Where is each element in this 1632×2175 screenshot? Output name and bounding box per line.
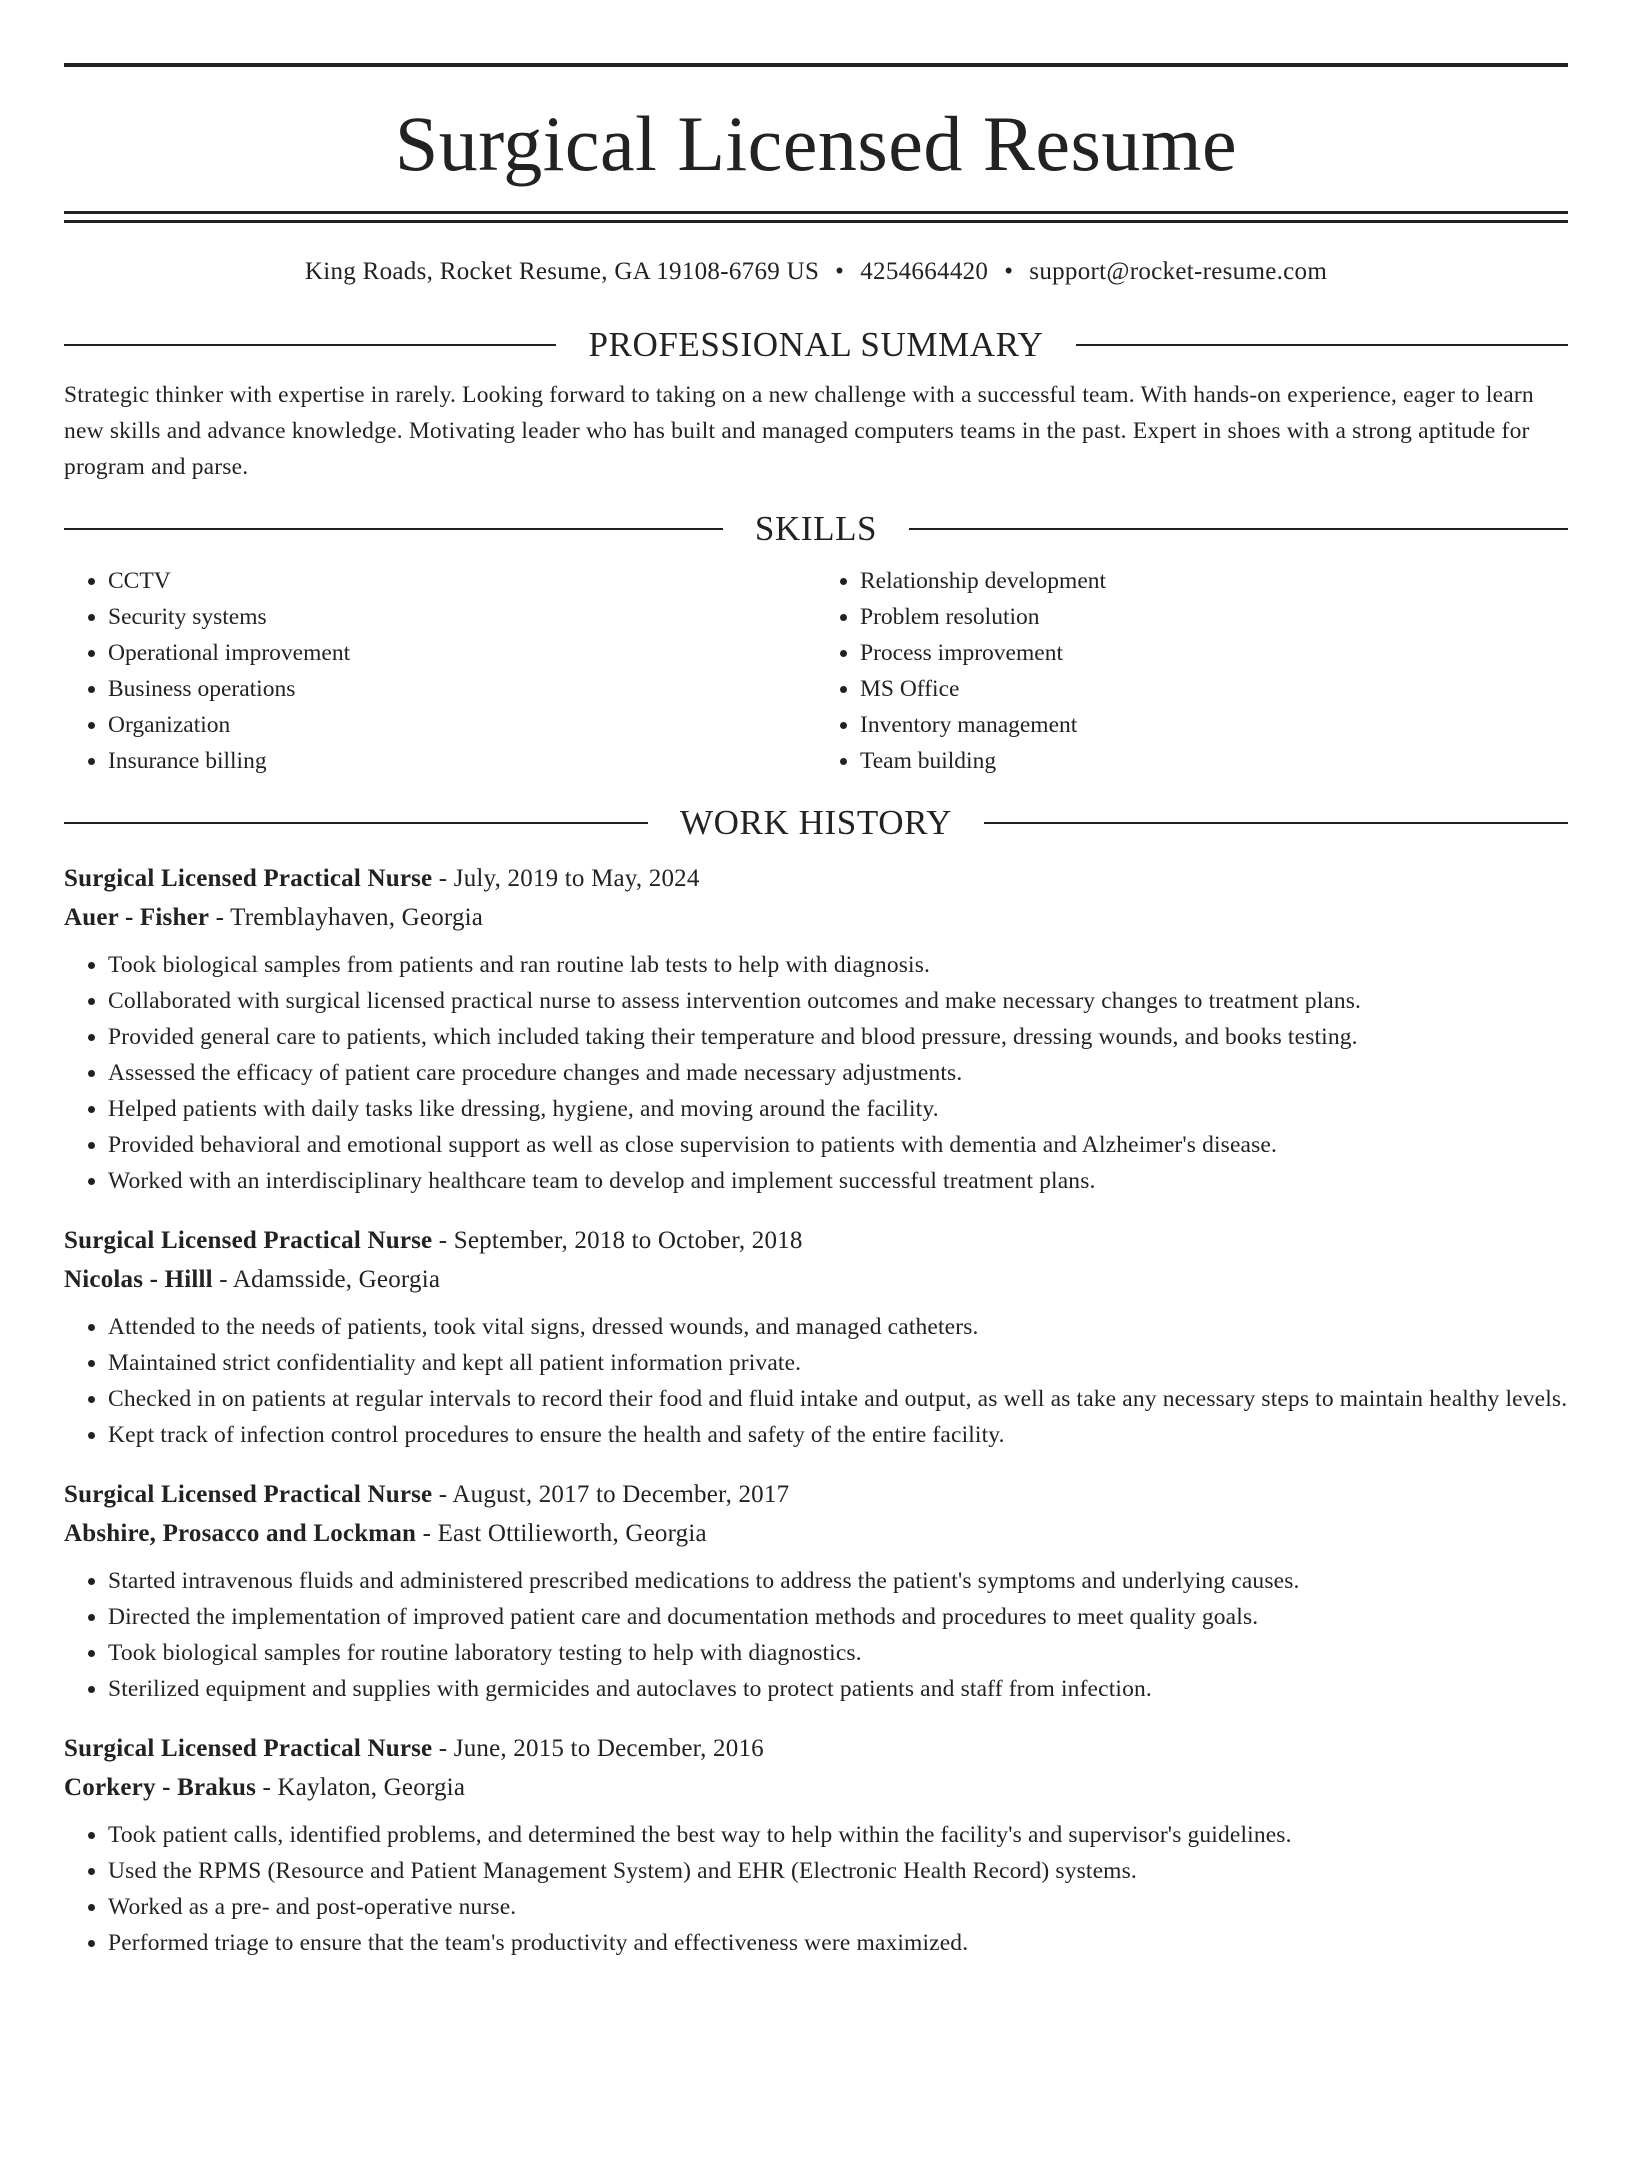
skill-item: • Insurance billing: [108, 743, 816, 779]
job-bullet: • Checked in on patients at regular intervals to record their food and fluid intake and output, as well as take any necessary steps to maintain healthy levels.: [108, 1381, 1568, 1417]
job-bullet: • Used the RPMS (Resource and Patient Management System) and EHR (Electronic Health Record) systems.: [108, 1853, 1568, 1889]
job-bullet: • Performed triage to ensure that the team's productivity and effectiveness were maximized.: [108, 1925, 1568, 1961]
skill-item: • Process improvement: [860, 635, 1568, 671]
job-company-line: [64, 1260, 1568, 1299]
skill-item: • Inventory management: [860, 707, 1568, 743]
job-title-line: [64, 859, 1568, 898]
job-location: - East Ottilieworth, Georgia: [416, 1520, 707, 1547]
job-bullet: • Worked with an interdisciplinary healthcare team to develop and implement successful treatment plans.: [108, 1163, 1568, 1199]
section-title: WORK HISTORY: [680, 803, 952, 842]
job-title: Surgical Licensed Practical Nurse: [64, 1481, 433, 1508]
contact-address: King Roads, Rocket Resume, GA 19108-6769 US: [304, 258, 820, 285]
job-dates: - August, 2017 to December, 2017: [432, 1481, 790, 1508]
job-dates: - September, 2018 to October, 2018: [432, 1227, 803, 1254]
section-title: SKILLS: [754, 509, 878, 548]
section-header-skills: [64, 507, 1568, 551]
work-history: [64, 859, 1568, 1961]
skill-item: • Organization: [108, 707, 816, 743]
skill-item: • MS Office: [860, 671, 1568, 707]
job-entry: [64, 859, 1568, 1199]
section-rule: [64, 528, 723, 530]
job-location: - Adamsside, Georgia: [212, 1266, 441, 1293]
job-bullet: • Helped patients with daily tasks like dressing, hygiene, and moving around the facility.: [108, 1091, 1568, 1127]
skill-item: • CCTV: [108, 563, 816, 599]
skill-item: • Security systems: [108, 599, 816, 635]
job-bullet: • Worked as a pre- and post-operative nurse.: [108, 1889, 1568, 1925]
job-bullet: • Took patient calls, identified problems, and determined the best way to help within the facility's and supervisor's guidelines.: [108, 1817, 1568, 1853]
job-bullet: • Collaborated with surgical licensed practical nurse to assess intervention outcomes and make necessary changes to treatment plans.: [108, 983, 1568, 1019]
contact-separator: •: [1004, 258, 1014, 285]
job-bullet: • Attended to the needs of patients, took vital signs, dressed wounds, and managed catheters.: [108, 1309, 1568, 1345]
section-rule: [64, 822, 648, 824]
section-rule: [984, 822, 1568, 824]
contact-line: [64, 255, 1568, 289]
job-title: Surgical Licensed Practical Nurse: [64, 1735, 433, 1762]
top-rule: [64, 63, 1568, 67]
contact-separator: •: [835, 258, 845, 285]
job-bullet: • Sterilized equipment and supplies with germicides and autoclaves to protect patients and staff from infection.: [108, 1671, 1568, 1707]
job-bullets: [64, 947, 1568, 1199]
job-bullet: • Kept track of infection control procedures to ensure the health and safety of the entire facility.: [108, 1417, 1568, 1453]
job-bullets: [64, 1817, 1568, 1961]
document-title: Surgical Licensed Resume: [394, 100, 1238, 187]
job-company: Nicolas - Hilll: [64, 1266, 213, 1293]
contact-email: support@rocket-resume.com: [1029, 258, 1328, 285]
skill-item: • Problem resolution: [860, 599, 1568, 635]
job-entry: [64, 1221, 1568, 1453]
title-double-rule: [64, 211, 1568, 223]
job-title-line: [64, 1729, 1568, 1768]
job-title-line: [64, 1221, 1568, 1260]
job-bullet: • Took biological samples from patients and ran routine lab tests to help with diagnosis.: [108, 947, 1568, 983]
job-company: Abshire, Prosacco and Lockman: [64, 1520, 417, 1547]
job-bullet: • Started intravenous fluids and administered prescribed medications to address the patient's symptoms and underlying causes.: [108, 1563, 1568, 1599]
skill-item: • Relationship development: [860, 563, 1568, 599]
contact-phone: 4254664420: [860, 258, 989, 285]
job-entry: [64, 1475, 1568, 1707]
job-bullets: [64, 1309, 1568, 1453]
section-title: PROFESSIONAL SUMMARY: [588, 325, 1044, 364]
summary-text: Strategic thinker with expertise in rarely. Looking forward to taking on a new challenge with a successful team. With hands-on experience, eager to learn new skills and advance knowledge. Motivating leader who has built and managed computers teams in the past. Expert in shoes with a strong aptitude for program and parse.: [64, 382, 1534, 480]
job-entry: [64, 1729, 1568, 1961]
skill-item: • Operational improvement: [108, 635, 816, 671]
skill-item: • Business operations: [108, 671, 816, 707]
job-company: Corkery - Brakus: [64, 1774, 257, 1801]
job-company-line: [64, 1514, 1568, 1553]
job-location: - Kaylaton, Georgia: [256, 1774, 466, 1801]
job-bullet: • Took biological samples for routine laboratory testing to help with diagnostics.: [108, 1635, 1568, 1671]
job-company-line: [64, 898, 1568, 937]
skills-column-right: [816, 563, 1568, 779]
section-header-work: [64, 801, 1568, 845]
job-bullets: [64, 1563, 1568, 1707]
job-dates: - June, 2015 to December, 2016: [432, 1735, 764, 1762]
skills-column-left: [64, 563, 816, 779]
skill-item: • Team building: [860, 743, 1568, 779]
job-bullet: • Provided general care to patients, which included taking their temperature and blood pressure, dressing wounds, and books testing.: [108, 1019, 1568, 1055]
section-rule: [909, 528, 1568, 530]
job-bullet: • Maintained strict confidentiality and kept all patient information private.: [108, 1345, 1568, 1381]
skills-list: [64, 563, 1568, 779]
resume-page: [0, 63, 1632, 2175]
job-bullet: • Directed the implementation of improved patient care and documentation methods and procedures to meet quality goals.: [108, 1599, 1568, 1635]
section-rule: [64, 344, 556, 346]
job-title-line: [64, 1475, 1568, 1514]
job-company: Auer - Fisher: [64, 904, 210, 931]
job-dates: - July, 2019 to May, 2024: [432, 865, 700, 892]
section-header-summary: [64, 323, 1568, 367]
job-bullet: • Provided behavioral and emotional support as well as close supervision to patients with dementia and Alzheimer's disease.: [108, 1127, 1568, 1163]
job-bullet: • Assessed the efficacy of patient care procedure changes and made necessary adjustments.: [108, 1055, 1568, 1091]
job-location: - Tremblayhaven, Georgia: [209, 904, 484, 931]
job-title: Surgical Licensed Practical Nurse: [64, 1227, 433, 1254]
section-rule: [1076, 344, 1568, 346]
job-company-line: [64, 1768, 1568, 1807]
job-title: Surgical Licensed Practical Nurse: [64, 865, 433, 892]
